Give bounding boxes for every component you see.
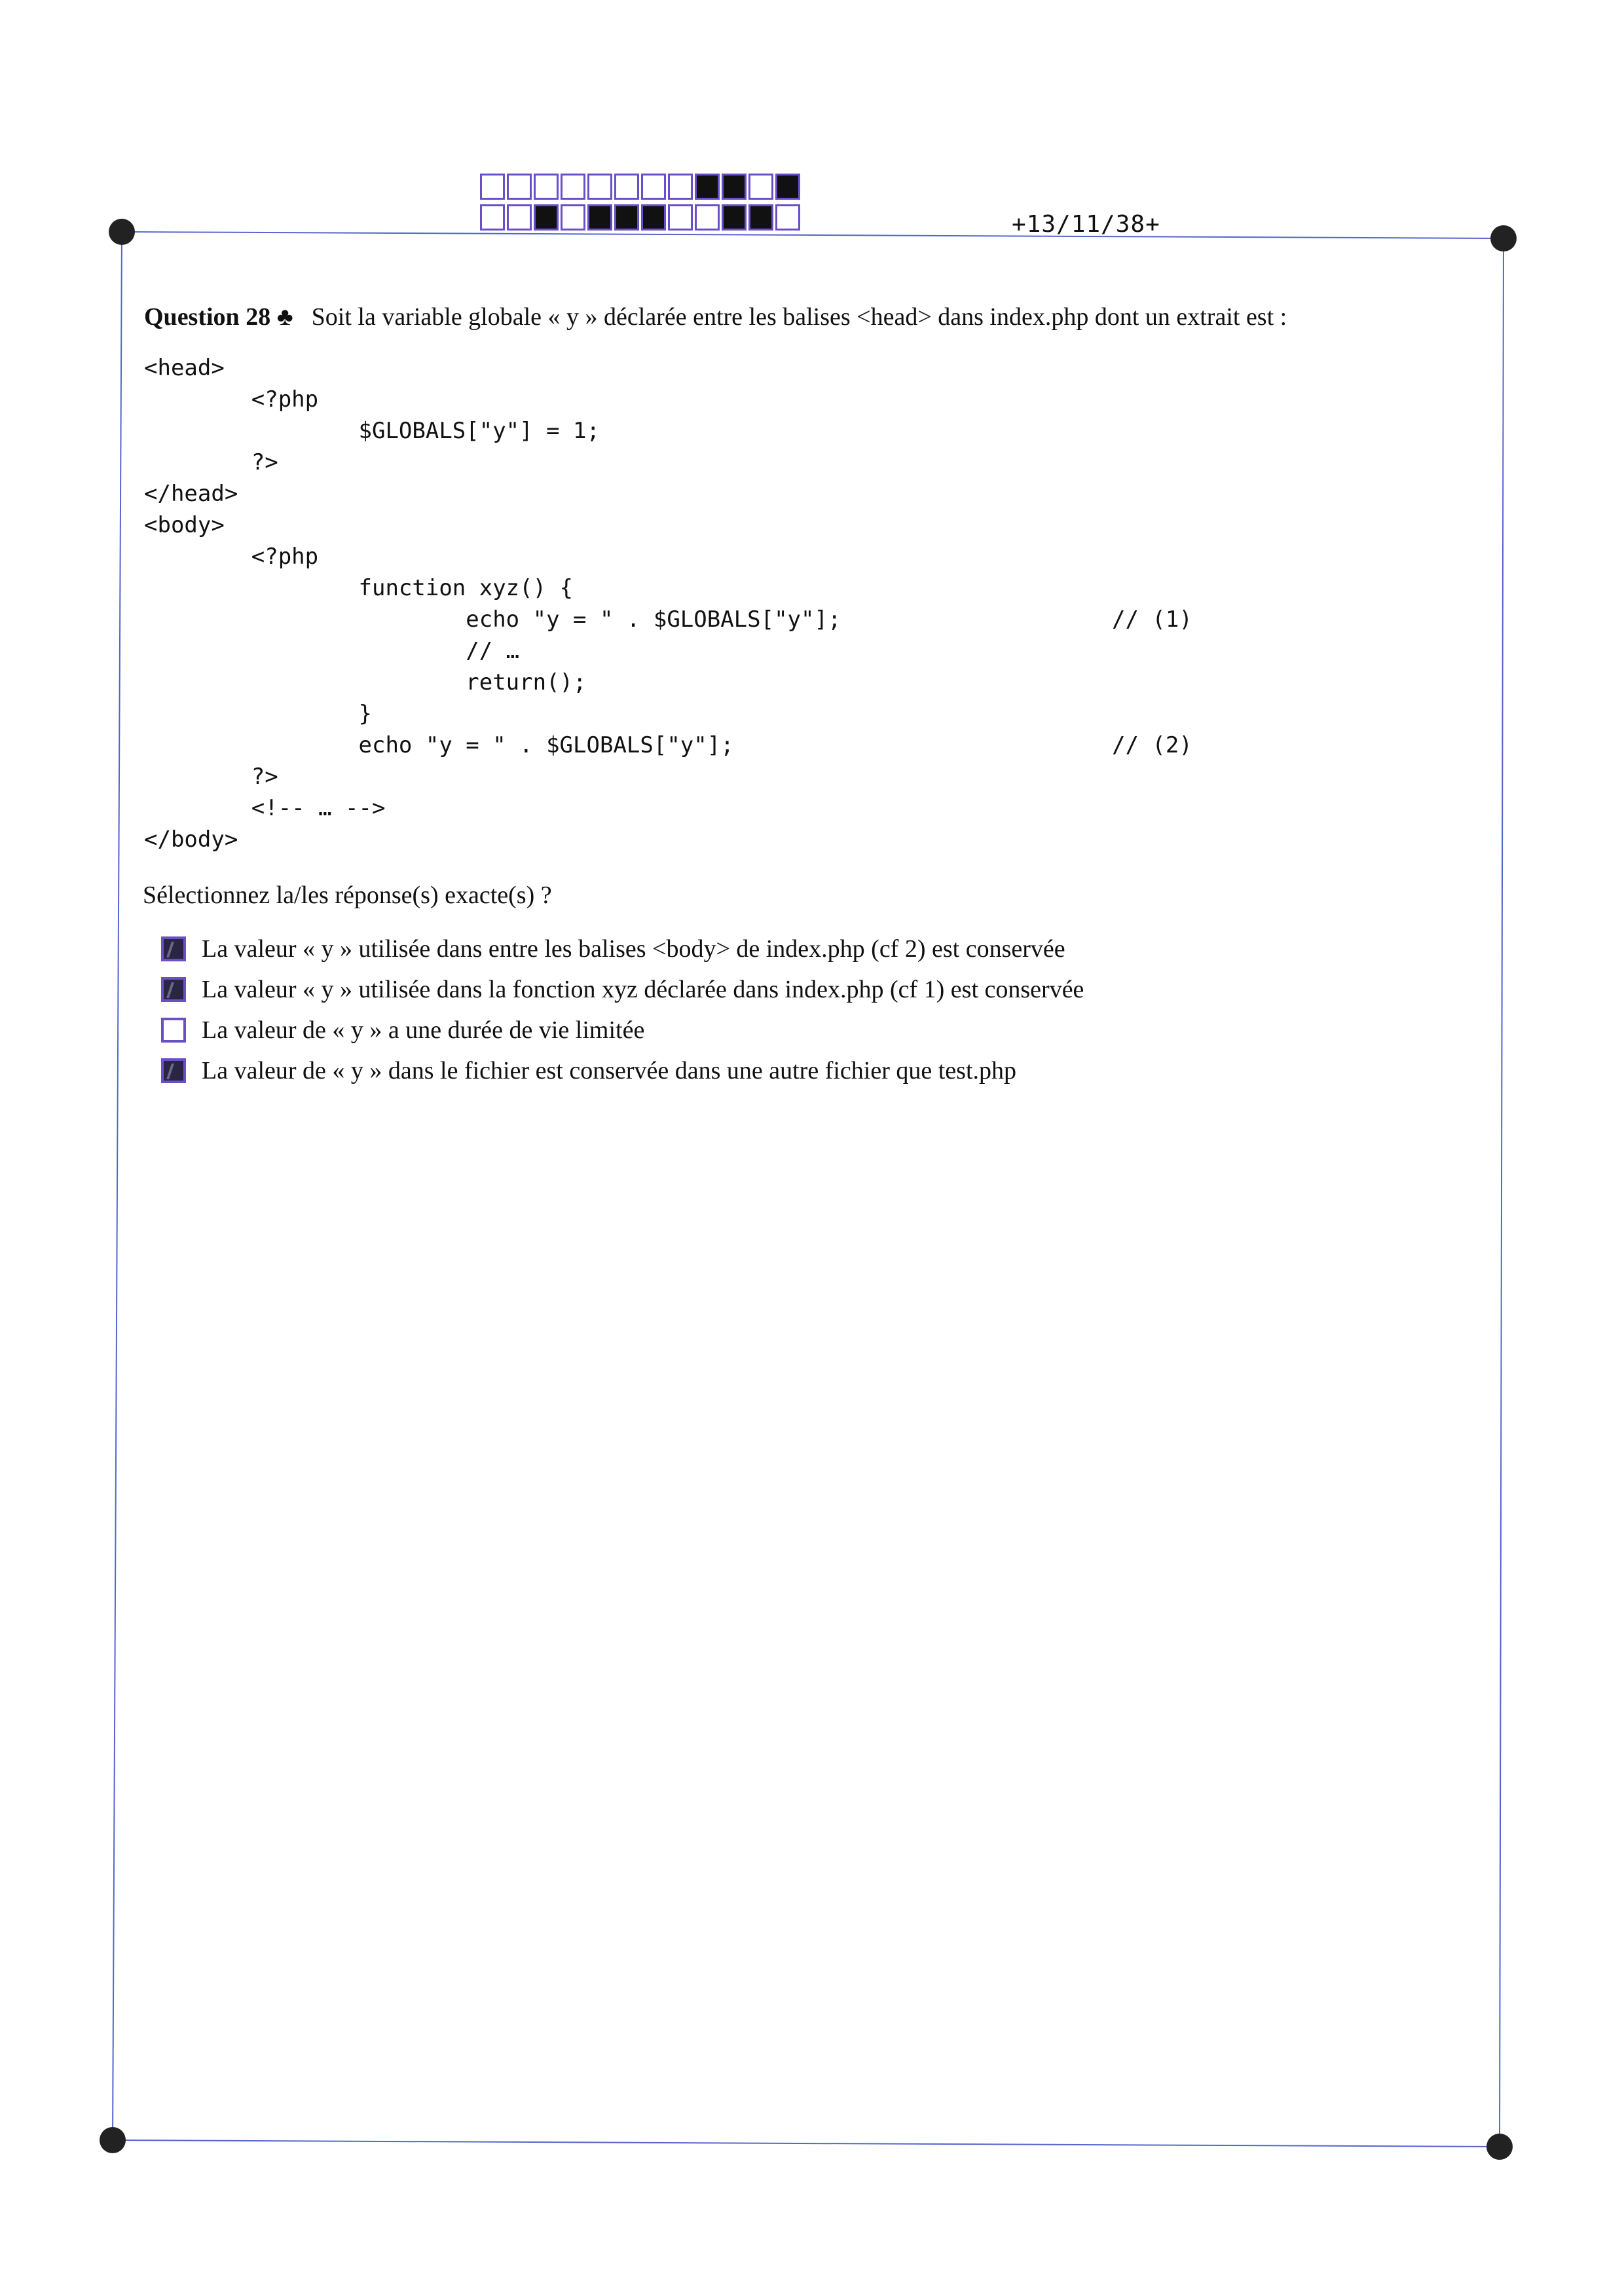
answer-text: La valeur « y » utilisée dans entre les balises <body> de index.php (cf 2) est conservée	[202, 935, 1065, 963]
code-line	[144, 572, 841, 604]
code-text: $GLOBALS["y"] = 1;	[144, 418, 600, 444]
id-code-cell	[641, 174, 666, 200]
question-label: Question 28 ♣	[144, 303, 293, 331]
code-line	[144, 824, 841, 855]
answer-text: La valeur de « y » a une durée de vie limitée	[202, 1016, 645, 1044]
id-code-cell	[614, 204, 639, 231]
code-line	[144, 478, 841, 509]
corner-marker-top-right	[1490, 225, 1517, 251]
id-code-cell	[507, 204, 532, 231]
code-listing	[144, 352, 1192, 855]
id-code-row-2	[480, 204, 802, 231]
answer-checkbox[interactable]	[161, 977, 186, 1002]
id-code-cell	[668, 204, 693, 231]
code-text: </body>	[144, 826, 238, 853]
answer-checkbox[interactable]	[161, 1018, 186, 1043]
id-code-cell	[775, 174, 800, 200]
code-text: }	[144, 701, 372, 727]
id-code-cell	[748, 174, 773, 200]
code-line	[144, 541, 841, 572]
code-text: <?php	[144, 544, 319, 570]
question-header	[144, 303, 1287, 331]
code-text: ?>	[144, 449, 278, 475]
id-code-cell	[587, 174, 612, 200]
code-comment: // (1)	[1112, 606, 1192, 633]
id-code-cell	[722, 204, 747, 231]
code-line	[144, 415, 841, 447]
id-code-cell	[587, 204, 612, 231]
id-code-cell	[695, 174, 720, 200]
answer-text: La valeur « y » utilisée dans la fonction xyz déclarée dans index.php (cf 1) est conservée	[202, 976, 1084, 1003]
id-code-cell	[722, 174, 747, 200]
corner-marker-bottom-left	[100, 2127, 126, 2153]
id-code-cell	[507, 174, 532, 200]
code-text: echo "y = " . $GLOBALS["y"];	[144, 606, 841, 633]
code-line	[144, 509, 841, 541]
answer-option	[161, 969, 1084, 1010]
answer-option	[161, 1050, 1084, 1091]
code-line	[144, 698, 841, 730]
id-code-row-1	[480, 174, 802, 200]
code-line	[144, 792, 841, 824]
id-code-cell	[480, 174, 505, 200]
code-text: ?>	[144, 764, 278, 790]
code-text: function xyz() {	[144, 575, 574, 601]
id-code-cell	[775, 204, 800, 231]
code-line	[144, 761, 841, 792]
code-line	[144, 352, 841, 384]
id-code-cell	[748, 204, 773, 231]
id-code-cell	[561, 174, 585, 200]
id-code-cell	[695, 204, 720, 231]
answer-prompt: Sélectionnez la/les réponse(s) exacte(s) ?	[143, 881, 552, 909]
code-line	[144, 667, 841, 698]
question-text: Soit la variable globale « y » déclarée entre les balises <head> dans index.php dont un extrait est :	[311, 303, 1287, 331]
code-text: <!-- … -->	[144, 795, 386, 821]
answer-text: La valeur de « y » dans le fichier est conservée dans une autre fichier que test.php	[202, 1057, 1016, 1084]
code-comment: // (2)	[1112, 732, 1192, 758]
id-code-cell	[561, 204, 585, 231]
id-code-cell	[534, 174, 559, 200]
answer-checkbox[interactable]	[161, 1058, 186, 1083]
code-text: </head>	[144, 481, 238, 507]
code-line	[144, 384, 841, 415]
corner-marker-bottom-right	[1486, 2134, 1513, 2160]
corner-marker-top-left	[109, 219, 135, 245]
id-code-cell	[641, 204, 666, 231]
code-text: <body>	[144, 512, 225, 538]
binary-id-code	[480, 174, 802, 235]
answer-option	[161, 1010, 1084, 1050]
id-code-cell	[668, 174, 693, 200]
code-line	[144, 730, 1192, 761]
answer-checkbox[interactable]	[161, 936, 186, 961]
code-text: <?php	[144, 386, 319, 413]
code-line	[144, 604, 1192, 635]
code-text: <head>	[144, 355, 225, 381]
id-code-cell	[480, 204, 505, 231]
answer-option	[161, 929, 1084, 969]
code-line	[144, 635, 841, 667]
page-id: +13/11/38+	[1012, 211, 1160, 238]
code-text: // …	[144, 638, 520, 664]
id-code-cell	[534, 204, 559, 231]
code-text: return();	[144, 669, 587, 695]
id-code-cell	[614, 174, 639, 200]
answer-list	[161, 929, 1084, 1091]
code-text: echo "y = " . $GLOBALS["y"];	[144, 732, 734, 758]
code-line	[144, 447, 841, 478]
